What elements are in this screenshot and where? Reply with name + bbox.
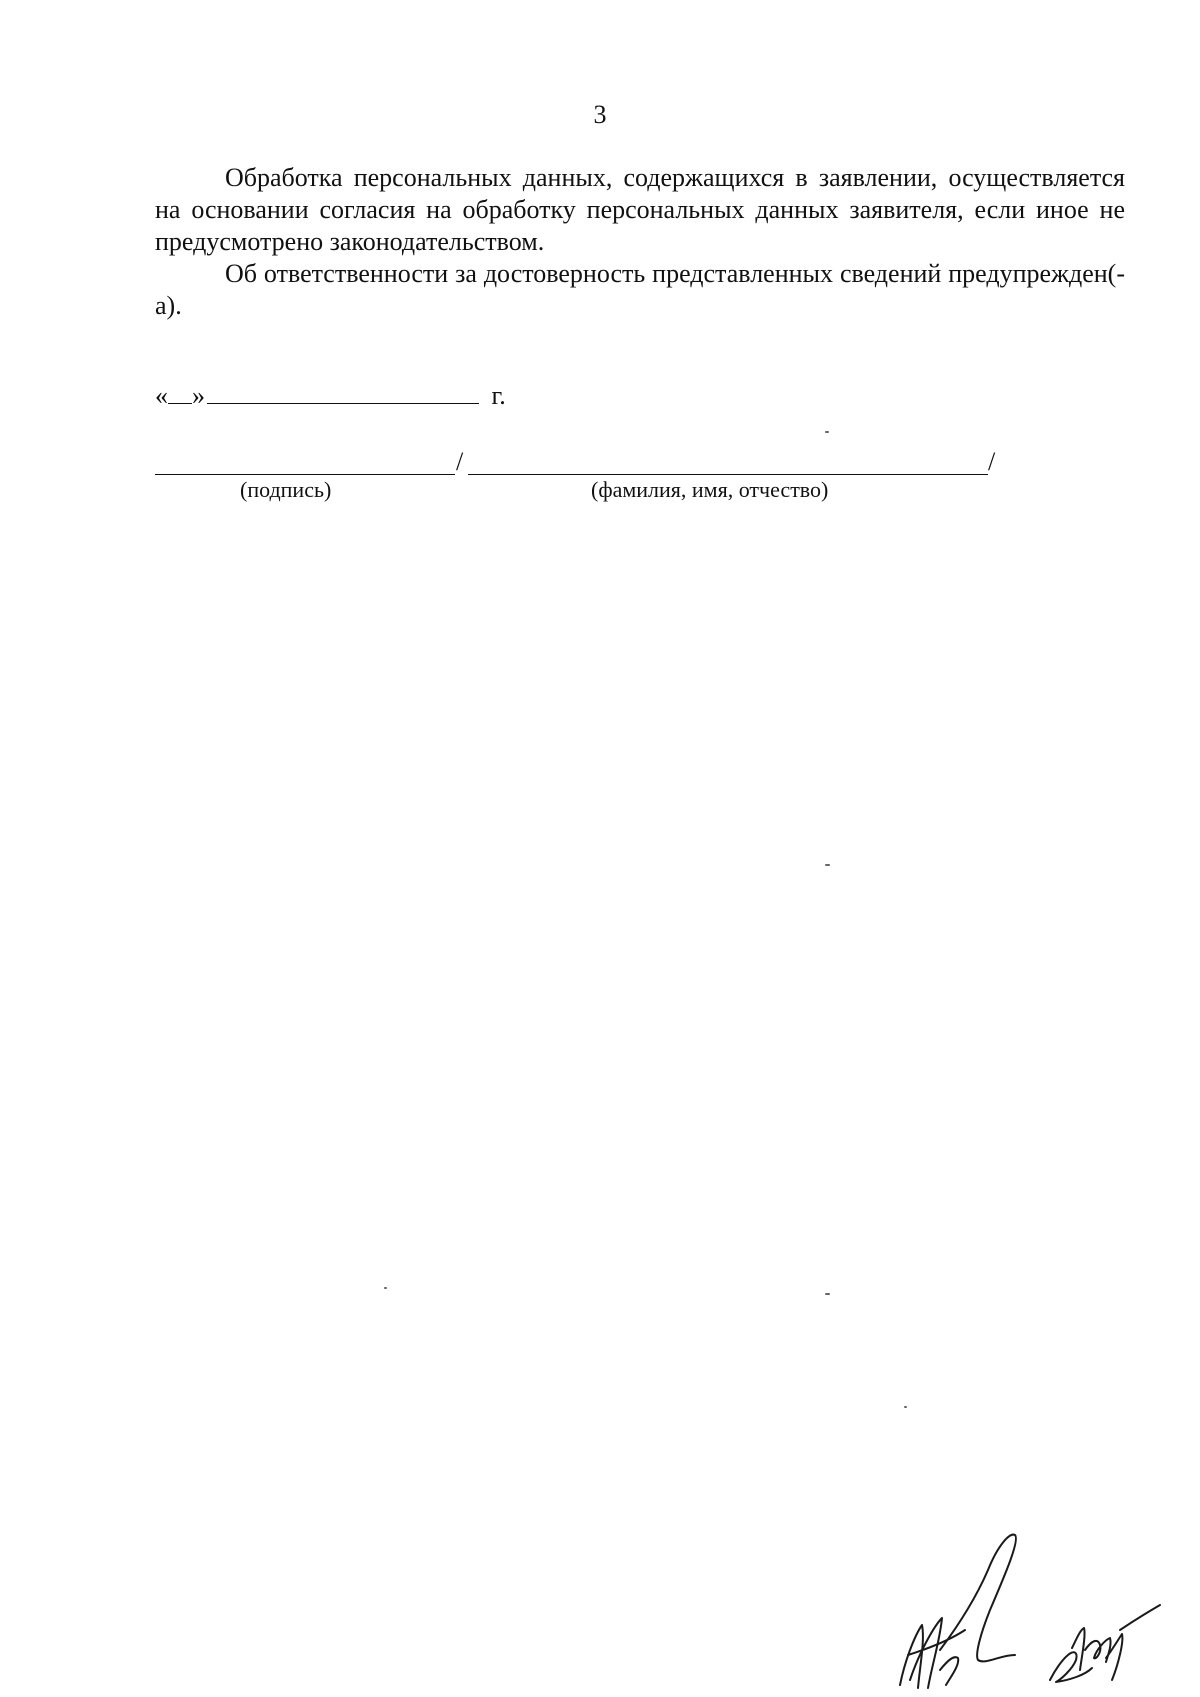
full-name-blank (468, 474, 988, 475)
signature-blank (155, 474, 455, 475)
handwritten-signature-1 (900, 1535, 1016, 1688)
paragraph-personal-data: Обработка персональных данных, содержащихся в заявлении, осуществляется на основании согласия на обработку персональных данных заявителя, если иное не предусмотрено законодательством. (155, 163, 1125, 256)
date-open-quote: « (155, 381, 168, 410)
day-blank (168, 381, 192, 404)
paragraph-responsibility: Об ответственности за достоверность представленных сведений предупрежден(-а). (155, 259, 1125, 320)
signature-end-separator: / (988, 447, 996, 476)
signature-separator: / (456, 447, 464, 476)
date-close-quote: » (192, 381, 205, 410)
scan-speck (825, 431, 829, 433)
scan-speck (825, 1293, 830, 1295)
signature-caption: (подпись) (240, 477, 332, 502)
scan-speck (904, 1406, 907, 1408)
month-year-blank (207, 381, 479, 404)
handwritten-signature-2 (1050, 1605, 1160, 1682)
page-number: 3 (593, 100, 607, 129)
document-body (155, 162, 1125, 322)
year-suffix: г. (491, 381, 506, 410)
handwritten-signatures (880, 1530, 1180, 1690)
scan-speck (825, 864, 830, 866)
date-line (155, 381, 506, 411)
scan-speck (384, 1287, 387, 1289)
full-name-caption: (фамилия, имя, отчество) (591, 477, 829, 502)
